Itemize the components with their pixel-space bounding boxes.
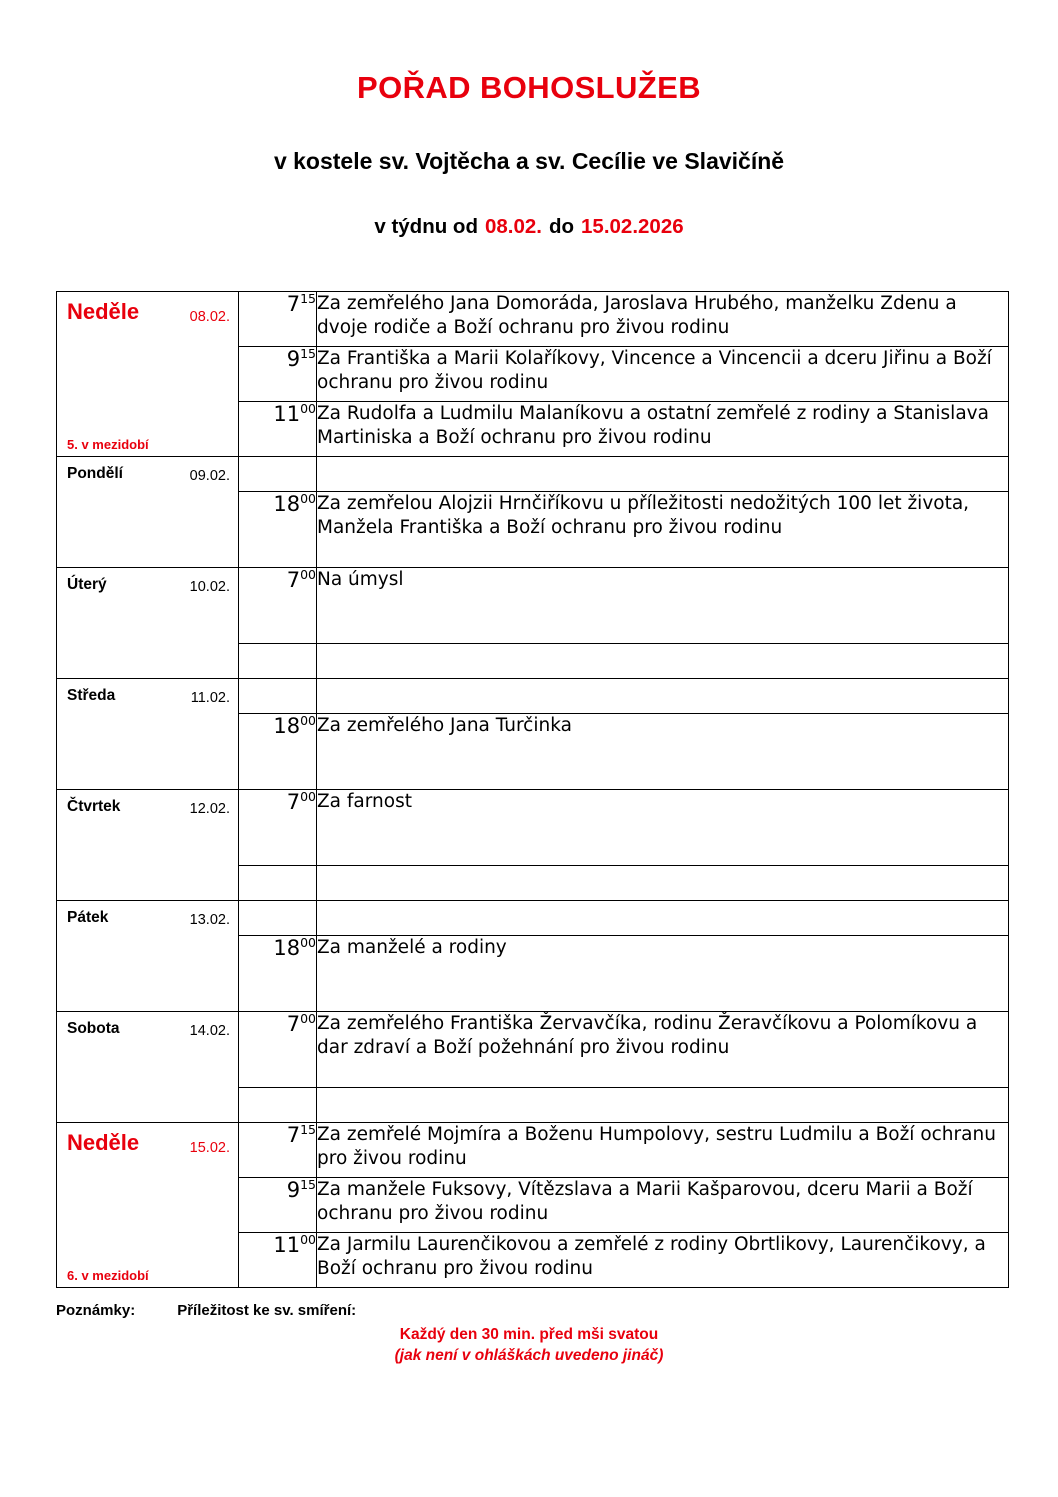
day-cell-inner xyxy=(57,679,238,803)
day-cell xyxy=(57,901,239,1012)
mass-time xyxy=(239,866,317,901)
mass-intention: Za Rudolfa a Ludmilu Malaníkovu a ostatní zemřelé z rodiny a Stanislava Martiniska a Boží ochranu pro živou rodinu xyxy=(317,402,1009,457)
mass-time xyxy=(239,1233,317,1288)
day-cell xyxy=(57,568,239,679)
week-range xyxy=(56,215,1002,239)
mass-intention xyxy=(317,679,1009,714)
mass-time-hour: 9 xyxy=(286,347,301,371)
day-cell-inner xyxy=(57,790,238,900)
mass-time-hour: 9 xyxy=(286,1178,301,1202)
mass-intention xyxy=(317,457,1009,492)
mass-time xyxy=(239,790,317,866)
day-date: 14.02. xyxy=(189,1023,230,1039)
mass-time xyxy=(239,402,317,457)
mass-time xyxy=(239,936,317,1012)
week-from: 08.02. xyxy=(484,215,542,238)
day-cell-inner xyxy=(57,568,238,678)
mass-time-hour: 18 xyxy=(273,492,301,516)
day-cell xyxy=(57,790,239,901)
mass-time-hour: 7 xyxy=(286,1123,301,1147)
mass-time xyxy=(239,901,317,936)
mass-time xyxy=(239,1178,317,1233)
mass-time-minutes: 00 xyxy=(300,1232,316,1247)
schedule-body xyxy=(57,292,1009,1288)
day-name: Pondělí xyxy=(67,465,123,482)
mass-time-minutes: 00 xyxy=(300,789,316,804)
mass-intention: Za zemřelého Jana Domoráda, Jaroslava Hrubého, manželku Zdenu a dvoje rodiče a Boží ochranu pro živou rodinu xyxy=(317,292,1009,347)
day-cell-inner xyxy=(57,457,238,581)
mass-time-hour: 18 xyxy=(273,714,301,738)
mass-intention: Za zemřelou Alojzii Hrnčiříkovu u příležitosti nedožitých 100 let života, Manžela Františka a Boží ochranu pro živou rodinu xyxy=(317,492,1009,568)
day-cell xyxy=(57,1012,239,1123)
page-subtitle: v kostele sv. Vojtěcha a sv. Cecílie ve Slavičíně xyxy=(273,148,785,174)
day-date: 15.02. xyxy=(189,1140,230,1156)
mass-intention: Za farnost xyxy=(317,790,1009,866)
mass-time-hour: 7 xyxy=(286,568,301,592)
mass-time xyxy=(239,1088,317,1123)
mass-intention: Za zemřelého Františka Žervavčíka, rodinu Žeravčíkovu a Polomíkovu a dar zdraví a Boží požehnání pro živou rodinu xyxy=(317,1012,1009,1088)
mass-time xyxy=(239,1012,317,1088)
mass-intention xyxy=(317,901,1009,936)
mass-time-minutes: 00 xyxy=(300,567,316,582)
mass-time-minutes: 00 xyxy=(300,401,316,416)
mass-time xyxy=(239,568,317,644)
day-cell xyxy=(57,457,239,568)
table-row xyxy=(57,790,1009,866)
mass-time-hour: 7 xyxy=(286,292,301,316)
confession-label: Příležitost ke sv. smíření: xyxy=(177,1302,357,1319)
table-row xyxy=(57,1123,1009,1178)
day-cell xyxy=(57,292,239,457)
liturgical-season: 6. v mezidobí xyxy=(67,1268,149,1283)
page-title: POŘAD BOHOSLUŽEB xyxy=(357,70,701,105)
day-date: 09.02. xyxy=(189,468,230,484)
mass-intention xyxy=(317,644,1009,679)
mass-intention: Za zemřelého Jana Turčinka xyxy=(317,714,1009,790)
day-cell-inner xyxy=(57,901,238,1025)
day-cell-inner xyxy=(57,292,238,456)
mass-time-minutes: 15 xyxy=(300,291,316,306)
mass-time-hour: 11 xyxy=(273,402,301,426)
mass-time xyxy=(239,644,317,679)
day-name: Středa xyxy=(67,687,116,704)
confession-line-1: Každý den 30 min. před mši svatou xyxy=(399,1326,659,1343)
day-date: 10.02. xyxy=(189,579,230,595)
day-name: Úterý xyxy=(67,576,107,593)
week-to: 15.02.2026 xyxy=(581,215,684,238)
day-date: 11.02. xyxy=(190,690,230,706)
mass-time xyxy=(239,492,317,568)
mass-intention: Za Františka a Marii Kolaříkovy, Vincence a Vincencii a dceru Jiřinu a Boží ochranu pro živou rodinu xyxy=(317,347,1009,402)
mass-time-hour: 18 xyxy=(273,936,301,960)
week-prefix: v týdnu od xyxy=(374,215,478,238)
day-name: Sobota xyxy=(67,1020,120,1037)
mass-time-minutes: 00 xyxy=(300,935,316,950)
mass-intention: Za zemřelé Mojmíra a Boženu Humpolovy, sestru Ludmilu a Boží ochranu pro živou rodinu xyxy=(317,1123,1009,1178)
day-cell-inner xyxy=(57,1123,238,1287)
day-name: Čtvrtek xyxy=(67,798,121,815)
day-date: 12.02. xyxy=(189,801,230,817)
day-cell xyxy=(57,679,239,790)
mass-time xyxy=(239,292,317,347)
mass-time-hour: 7 xyxy=(286,790,301,814)
liturgical-season: 5. v mezidobí xyxy=(67,437,149,452)
mass-time-hour: 7 xyxy=(286,1012,301,1036)
table-row xyxy=(57,568,1009,644)
day-cell-inner xyxy=(57,1012,238,1122)
confession-line-2: (jak není v ohláškách uvedeno jináč) xyxy=(394,1346,664,1364)
table-row xyxy=(57,1012,1009,1088)
notes-section xyxy=(56,1302,1002,1319)
day-date: 08.02. xyxy=(189,309,230,325)
schedule-table xyxy=(56,291,1009,1288)
mass-intention: Za manžele Fuksovy, Vítězslava a Marii Kašparovou, dceru Marii a Boží ochranu pro živou rodinu xyxy=(317,1178,1009,1233)
day-name: Neděle xyxy=(67,299,140,324)
mass-intention: Za manželé a rodiny xyxy=(317,936,1009,1012)
mass-intention: Na úmysl xyxy=(317,568,1009,644)
week-middle: do xyxy=(548,215,575,238)
mass-intention xyxy=(317,866,1009,901)
mass-time-hour: 11 xyxy=(273,1233,301,1257)
mass-time-minutes: 15 xyxy=(300,1177,316,1192)
mass-intention xyxy=(317,1088,1009,1123)
mass-time-minutes: 00 xyxy=(300,713,316,728)
table-row xyxy=(57,457,1009,492)
mass-time xyxy=(239,714,317,790)
day-name: Pátek xyxy=(67,909,109,926)
day-date: 13.02. xyxy=(189,912,230,928)
mass-time-minutes: 00 xyxy=(300,491,316,506)
mass-time xyxy=(239,347,317,402)
day-cell xyxy=(57,1123,239,1288)
confession-times xyxy=(56,1325,1002,1367)
table-row xyxy=(57,679,1009,714)
mass-time xyxy=(239,679,317,714)
mass-time-minutes: 15 xyxy=(300,346,316,361)
notes-label: Poznámky: xyxy=(56,1302,136,1319)
table-row xyxy=(57,901,1009,936)
mass-time-minutes: 15 xyxy=(300,1122,316,1137)
mass-time-minutes: 00 xyxy=(300,1011,316,1026)
mass-intention: Za Jarmilu Laurenčikovou a zemřelé z rodiny Obrtlikovy, Laurenčikovy, a Boží ochranu pro živou rodinu xyxy=(317,1233,1009,1288)
mass-time xyxy=(239,457,317,492)
table-row xyxy=(57,292,1009,347)
day-name: Neděle xyxy=(67,1130,140,1155)
mass-time xyxy=(239,1123,317,1178)
